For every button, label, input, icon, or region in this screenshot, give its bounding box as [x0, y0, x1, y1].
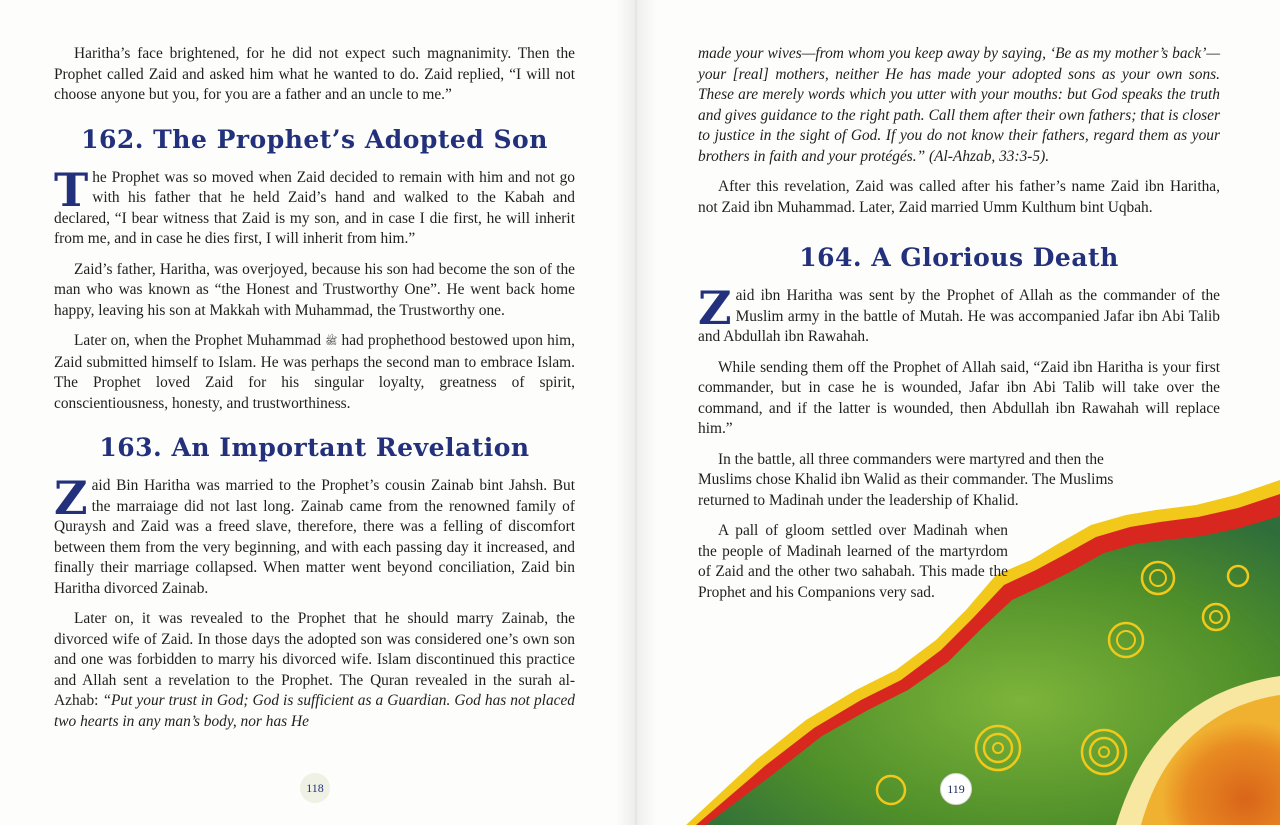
- right-text-column: [698, 44, 1220, 613]
- page-right: [636, 0, 1280, 825]
- page-number-right: 119: [940, 773, 972, 805]
- paragraph-164-3: In the battle, all three commanders were martyred and then the Muslims chose Khalid ibn Walid as their commander. The Muslims returned to Madinah under the leadership of Khalid.: [698, 450, 1114, 509]
- paragraph-164-2: While sending them off the Prophet of Allah said, “Zaid ibn Haritha is your first commander, but in case he is wounded, Jafar ibn Abi Talib will take over the command, and if the latter is wounded, then Abdullah ibn Rawahah will replace him.”: [698, 358, 1220, 437]
- heading-164: 164. A Glorious Death: [799, 243, 1119, 272]
- paragraph-162-2: Zaid’s father, Haritha, was overjoyed, because his son had become the son of the man who was known as “the Honest and Trustworthy One”. He went back home happy, leaving his son at Makkah with Muhammad, the Trustworthy one.: [54, 260, 575, 319]
- paragraph-after-revelation: After this revelation, Zaid was called after his father’s name Zaid ibn Haritha, not Zaid ibn Muhammad. Later, Zaid married Umm Kulthum bint Uqbah.: [698, 178, 1220, 216]
- heading-163: 163. An Important Revelation: [99, 433, 530, 462]
- paragraph-162-3-b: had prophethood bestowed upon him, Zaid submitted himself to Islam. He was perhaps the second man to embrace Islam. The Prophet loved Zaid for his singular loyalty, greatness of spirit, conscientiousness, honesty, and trustworthiness.: [54, 332, 575, 412]
- dropcap-z-164: Z: [698, 281, 732, 335]
- page-left: [0, 0, 636, 825]
- paragraph-162-1-text: he Prophet was so moved when Zaid decided to remain with him and not go with his father that he held Zaid’s hand and walked to the Kabah and declared, “I bear witness that Zaid is my son, and in case I die first, he will inherit from me, and in case he dies first, I will inherit from him.”: [54, 168, 575, 247]
- page-number-left: 118: [300, 773, 330, 803]
- quran-quote-start: “Put your trust in God; God is sufficient as a Guardian. God has not placed two hearts in any man’s body, nor has He: [54, 692, 575, 730]
- quran-quote-text: made your wives—from whom you keep away by saying, ‘Be as my mother’s back’—your [real] mothers, neither He has made your adopted sons as your own sons. These are merely words which you utter with your mouths: but God speaks the truth and gives guidance to the right path. Call them after their own fathers; that is closer to justice in the sight of God. If you do not know their fathers, regard them as your brothers in faith and your protégés.” (Al-Ahzab, 33:3-5).: [698, 45, 1220, 165]
- paragraph-163-1-text: aid Bin Haritha was married to the Prophet’s cousin Zainab bint Jahsh. But the marraiage did not last long. Zainab came from the renowned family of Quraysh and Zaid was a freed slave, therefore, there was a felling of discomfort between them from the very beginning, and with each passing day it increased, and finally their marriage collapsed. When matter went beyond conciliation, Zaid bin Haritha divorced Zainab.: [54, 477, 575, 597]
- paragraph-162-3: [54, 331, 575, 414]
- paragraph-163-1: [54, 471, 575, 599]
- paragraph-163-2-text: Later on, it was revealed to the Prophet that he should marry Zainab, the divorced wife of Zaid. In those days the adopted son was considered one’s own son and one was forbidden to marry his divorced wife. Islam discontinued this practice and Allah sent a revelation to the Prophet. The Quran revealed in the surah al-Azhab:: [54, 610, 575, 709]
- dropcap-z-163: Z: [54, 471, 88, 525]
- heading-162: 162. The Prophet’s Adopted Son: [81, 124, 548, 154]
- paragraph-162-1: [54, 162, 575, 250]
- paragraph-164-4: A pall of gloom settled over Madinah when the people of Madinah learned of the martyrdom of Zaid and the other two sahabah. This made the Prophet and his Companions very sad.: [698, 522, 1008, 601]
- left-text-column: [54, 44, 575, 742]
- paragraph-164-1: [698, 281, 1220, 348]
- paragraph-163-2: [54, 609, 575, 732]
- intro-paragraph: Haritha’s face brightened, for he did not expect such magnanimity. Then the Prophet called Zaid and asked him what he wanted to do. Zaid replied, “I will not choose anyone but you, for you are a father and an uncle to me.”: [54, 45, 575, 103]
- paragraph-162-3-a: Later on, when the Prophet Muhammad: [74, 332, 322, 349]
- paragraph-164-1-text: aid ibn Haritha was sent by the Prophet of Allah as the commander of the Muslim army in the battle of Mutah. He was accompanied Jafar ibn Abi Talib and Abdullah ibn Rawahah.: [698, 287, 1220, 345]
- dropcap-t: T: [54, 162, 89, 217]
- quran-quote-continued: [698, 44, 1220, 167]
- salutation-symbol: ﷺ: [325, 336, 338, 347]
